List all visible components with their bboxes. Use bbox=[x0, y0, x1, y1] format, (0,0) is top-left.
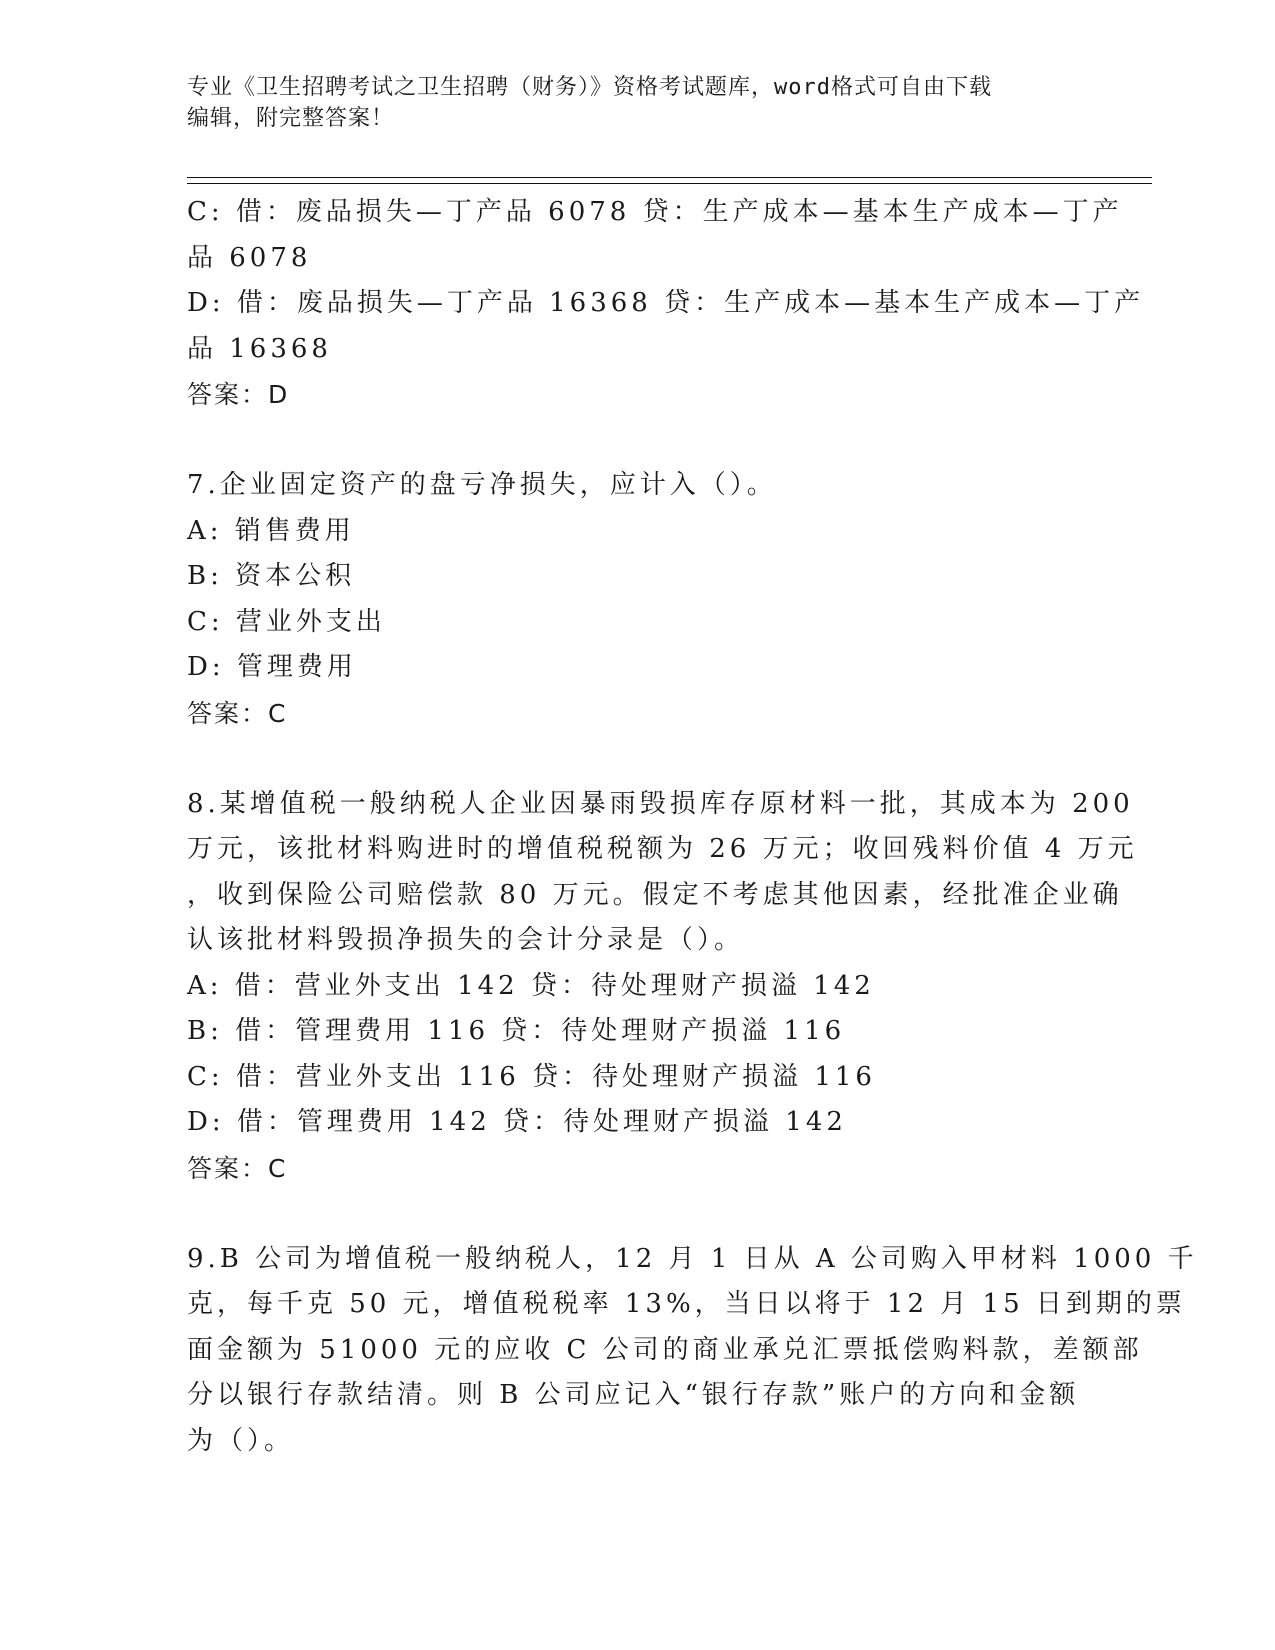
question-9 bbox=[187, 1237, 1198, 1465]
answer-8: 答案：C bbox=[187, 1153, 288, 1183]
question-8-stem-line-2: 万元，该批材料购进时的增值税税额为 26 万元；收回残料价值 4 万元 bbox=[187, 834, 1138, 864]
spacer bbox=[187, 1191, 1087, 1237]
option-d-line-2: 品 16368 bbox=[187, 333, 332, 364]
answer-7: 答案：C bbox=[187, 698, 288, 728]
question-8-option-d: D: 借：管理费用 142 贷：待处理财产损溢 142 bbox=[187, 1107, 847, 1137]
question-9-stem-line-5: 为（）。 bbox=[187, 1425, 295, 1456]
question-9-stem-line-3: 面金额为 51000 元的应收 C 公司的商业承兑汇票抵偿购料款，差额部 bbox=[187, 1334, 1143, 1365]
option-c-line-1: C: 借：废品损失—丁产品 6078 贷：生产成本—基本生产成本—丁产 bbox=[187, 197, 1123, 227]
spacer bbox=[187, 736, 1087, 782]
question-8-option-b: B: 借：管理费用 116 贷：待处理财产损溢 116 bbox=[187, 1016, 846, 1046]
question-7-stem: 7.企业固定资产的盘亏净损失，应计入（）。 bbox=[187, 470, 777, 500]
answer-6: 答案：D bbox=[187, 380, 290, 409]
question-7-option-a: A: 销售费用 bbox=[187, 515, 355, 546]
question-content bbox=[187, 190, 1198, 1464]
question-8 bbox=[187, 782, 1138, 1192]
question-8-option-a: A: 借：营业外支出 142 贷：待处理财产损溢 142 bbox=[187, 970, 875, 1001]
question-7-option-c: C: 营业外支出 bbox=[187, 606, 386, 637]
question-9-stem-line-1: 9.B 公司为增值税一般纳税人，12 月 1 日从 A 公司购入甲材料 1000 千 bbox=[187, 1243, 1198, 1274]
header-rule-top bbox=[187, 177, 1152, 178]
header-line-1: 专业《卫生招聘考试之卫生招聘（财务）》资格考试题库，word格式可自由下载 bbox=[187, 75, 992, 100]
header-rule-bottom bbox=[187, 183, 1152, 184]
question-7-option-d: D: 管理费用 bbox=[187, 652, 357, 682]
question-6-tail bbox=[187, 190, 1145, 418]
question-8-stem-line-1: 8.某增值税一般纳税人企业因暴雨毁损库存原材料一批，其成本为 200 bbox=[187, 788, 1134, 819]
document-header bbox=[187, 72, 1087, 134]
question-9-stem-line-4: 分以银行存款结清。则 B 公司应记入“银行存款”账户的方向和金额 bbox=[187, 1380, 1080, 1410]
question-8-stem-line-4: 认该批材料毁损净损失的会计分录是（）。 bbox=[187, 925, 745, 955]
header-line-2: 编辑，附完整答案！ bbox=[187, 106, 395, 131]
spacer bbox=[187, 418, 1087, 464]
question-8-stem-line-3: ，收到保险公司赔偿款 80 万元。假定不考虑其他因素，经批准企业确 bbox=[187, 879, 1123, 910]
question-9-stem-line-2: 克，每千克 50 元，增值税税率 13%，当日以将于 12 月 15 日到期的票 bbox=[187, 1289, 1186, 1319]
option-c-line-2: 品 6078 bbox=[187, 242, 312, 273]
option-d-line-1: D: 借：废品损失—丁产品 16368 贷：生产成本—基本生产成本—丁产 bbox=[187, 288, 1145, 318]
question-7 bbox=[187, 463, 1087, 736]
question-8-option-c: C: 借：营业外支出 116 贷：待处理财产损溢 116 bbox=[187, 1061, 876, 1092]
question-7-option-b: B: 资本公积 bbox=[187, 561, 356, 591]
